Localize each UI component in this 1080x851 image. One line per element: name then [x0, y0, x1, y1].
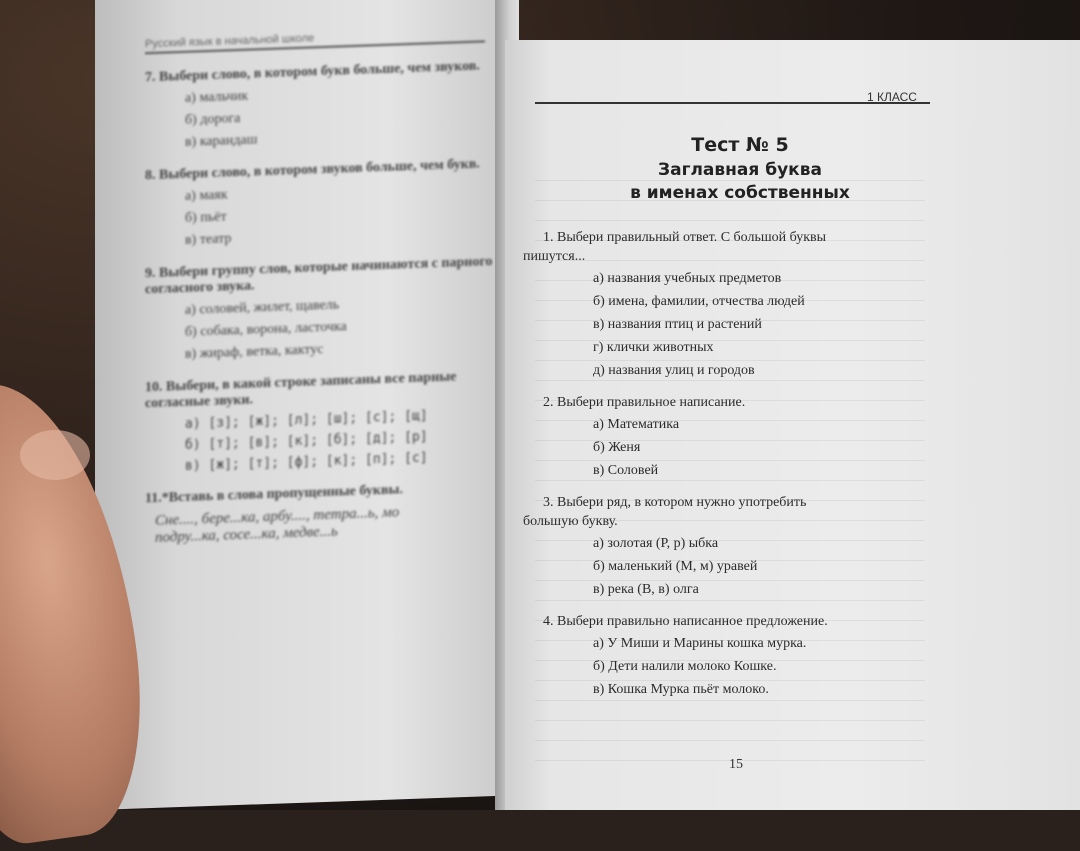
- option: а) [з]; [ж]; [л]; [ш]; [с]; [щ]: [185, 408, 428, 432]
- option: б) имена, фамилии, отчества людей: [593, 294, 805, 309]
- option: д) названия улиц и городов: [593, 363, 755, 378]
- question-10: 10. Выбери, в какой строке записаны все парные согласные звуки.: [145, 369, 457, 412]
- option: в) Соловей: [593, 463, 659, 478]
- option: а) маяк: [185, 187, 228, 204]
- question-9: 9. Выбери группу слов, которые начинаются с парного согласного звука.: [145, 254, 493, 298]
- option: а) названия учебных предметов: [593, 271, 782, 286]
- fill-in-line-1: Сне...., бере...ка, арбу...., тетра...ь, мо: [155, 504, 400, 529]
- option: в) театр: [185, 231, 232, 248]
- left-running-header: Русский язык в начальной школе: [145, 26, 485, 54]
- test-title: [570, 132, 910, 205]
- option: в) жираф, ветка, кактус: [185, 342, 324, 362]
- option: г) клички животных: [593, 340, 714, 355]
- question-2-line-1: 2. Выбери правильное написание.: [543, 395, 746, 410]
- question-1-line-1: 1. Выбери правильный ответ. С большой буквы: [543, 230, 827, 245]
- option: в) названия птиц и растений: [593, 317, 762, 332]
- option: б) Дети налили молоко Кошке.: [593, 659, 777, 674]
- left-page-content: [145, 26, 505, 548]
- question-3-line-1: 3. Выбери ряд, в котором нужно употребить: [543, 495, 807, 510]
- option: б) собака, ворона, ласточка: [185, 319, 347, 340]
- option: а) соловей, жилет, щавель: [185, 297, 340, 318]
- option: а) золотая (Р, р) ыбка: [593, 536, 719, 551]
- class-label: 1 КЛАСС: [867, 90, 917, 104]
- title-line-3: в именах собственных: [630, 183, 850, 203]
- title-line-1: Тест № 5: [691, 134, 789, 156]
- option: б) маленький (М, м) уравей: [593, 559, 758, 574]
- right-page: [505, 40, 1080, 810]
- page-number: 15: [729, 757, 743, 772]
- question-8: 8. Выбери слово, в котором звуков больше, чем букв.: [145, 156, 480, 184]
- question-2: [523, 393, 943, 412]
- question-11: 11.*Вставь в слова пропущенные буквы.: [145, 482, 403, 507]
- questions: [523, 228, 943, 700]
- option: а) Математика: [593, 417, 680, 432]
- option: б) пьёт: [185, 209, 227, 226]
- thumbnail-highlight: [20, 430, 90, 480]
- question-1-line-2: пишутся...: [523, 249, 586, 264]
- option: б) [т]; [в]; [к]; [б]; [д]; [р]: [185, 429, 428, 453]
- fill-in-line-2: подру...ка, сосе...ка, медве...ь: [155, 523, 338, 546]
- option: в) [ж]; [т]; [ф]; [к]; [п]; [с]: [185, 450, 428, 474]
- option: б) Женя: [593, 440, 641, 455]
- option: в) Кошка Мурка пьёт молоко.: [593, 682, 769, 697]
- question-3-line-2: большую букву.: [523, 514, 618, 529]
- question-4: [523, 612, 943, 631]
- option: б) дорога: [185, 110, 241, 128]
- option: а) мальчик: [185, 88, 249, 106]
- question-1: [523, 228, 943, 266]
- title-line-2: Заглавная буква: [658, 160, 822, 180]
- left-page: [95, 0, 515, 810]
- option: а) У Миши и Марины кошка мурка.: [593, 636, 807, 651]
- option: в) карандаш: [185, 132, 258, 150]
- question-7: 7. Выбери слово, в котором букв больше, чем звуков.: [145, 58, 480, 86]
- question-3: [523, 493, 943, 531]
- question-4-line-1: 4. Выбери правильно написанное предложение.: [543, 614, 828, 629]
- option: в) река (В, в) олга: [593, 582, 699, 597]
